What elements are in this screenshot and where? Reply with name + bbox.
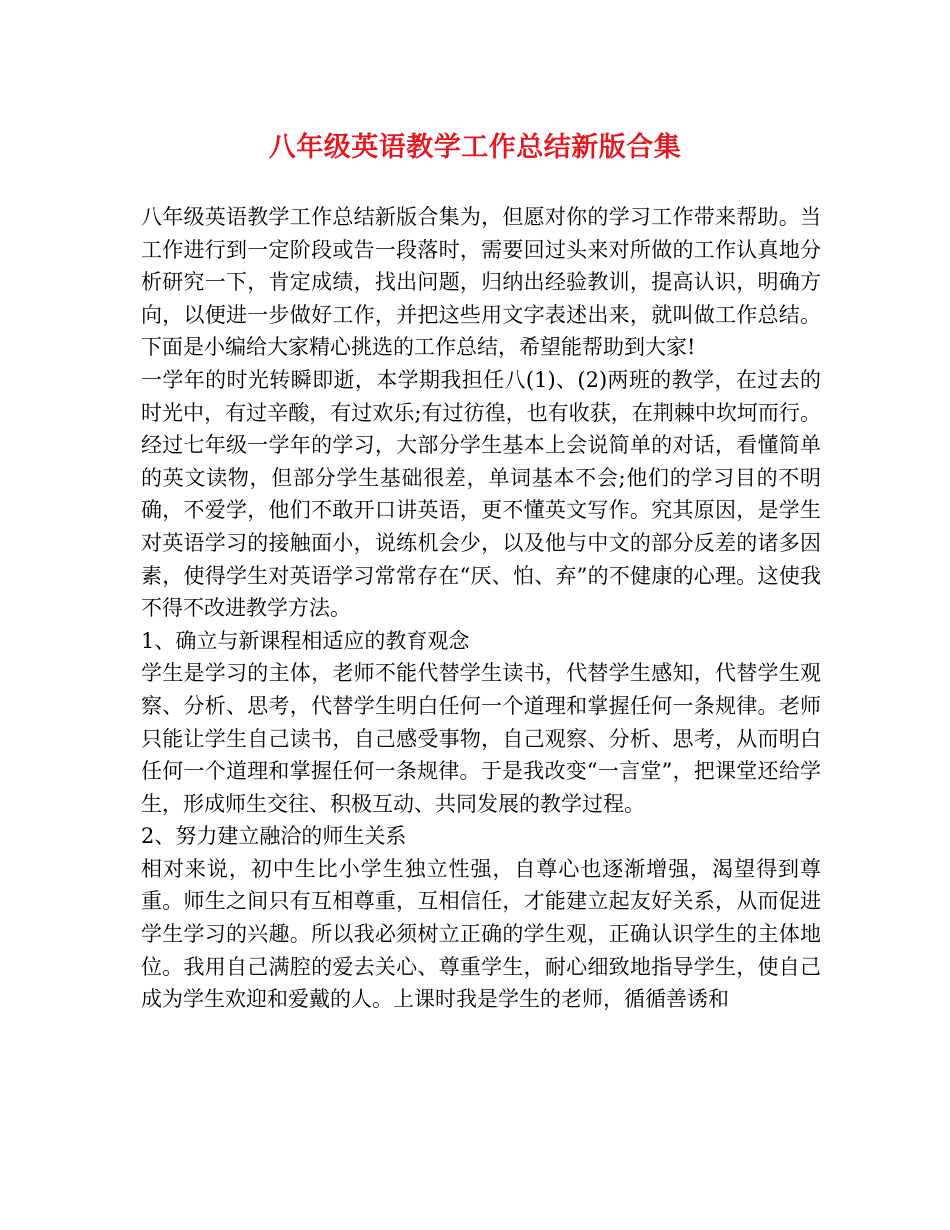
paragraph-intro: 八年级英语教学工作总结新版合集为，但愿对你的学习工作带来帮助。当工作进行到一定阶段或告一段落时，需要回过头来对所做的工作认真地分析研究一下，肯定成绩，找出问题，归纳出经验教训，提高认识，明确方向，以便进一步做好工作，并把这些用文字表述出来，就叫做工作总结。下面是小编给大家精心挑选的工作总结，希望能帮助到大家!: [141, 205, 821, 360]
document-title: 八年级英语教学工作总结新版合集: [268, 132, 682, 163]
paragraph-section-1: 学生是学习的主体，老师不能代替学生读书，代替学生感知，代替学生观察、分析、思考，代替学生明白任何一个道理和掌握任何一条规律。老师只能让学生自己读书，自己感受事物，自己观察、分析、思考，从而明白任何一个道理和掌握任何一条规律。于是我改变“一言堂”，把课堂还给学生，形成师生交往、积极互动、共同发展的教学过程。: [141, 661, 821, 816]
paragraph-overview: 一学年的时光转瞬即逝，本学期我担任八(1)、(2)两班的教学，在过去的时光中，有过辛酸，有过欢乐;有过彷徨，也有收获，在荆棘中坎坷而行。经过七年级一学年的学习，大部分学生基本上会说简单的对话，看懂简单的英文读物，但部分学生基础很差，单词基本不会;他们的学习目的不明确，不爱学，他们不敢开口讲英语，更不懂英文写作。究其原因，是学生对英语学习的接触面小，说练机会少，以及他与中文的部分反差的诸多因素，使得学生对英语学习常常存在“厌、怕、弃”的不健康的心理。这使我不得不改进教学方法。: [141, 367, 821, 621]
section-heading-2: 2、努力建立融洽的师生关系: [141, 824, 407, 849]
paragraph-section-2: 相对来说，初中生比小学生独立性强，自尊心也逐渐增强，渴望得到尊重。师生之间只有互相尊重，互相信任，才能建立起友好关系，从而促进学生学习的兴趣。所以我必须树立正确的学生观，正确认识学生的主体地位。我用自己满腔的爱去关心、尊重学生，耐心细致地指导学生，使自己成为学生欢迎和爱戴的人。上课时我是学生的老师，循循善诱和: [141, 856, 821, 1012]
section-heading-1: 1、确立与新课程相适应的教育观念: [141, 628, 470, 653]
document-body: [141, 201, 821, 1016]
